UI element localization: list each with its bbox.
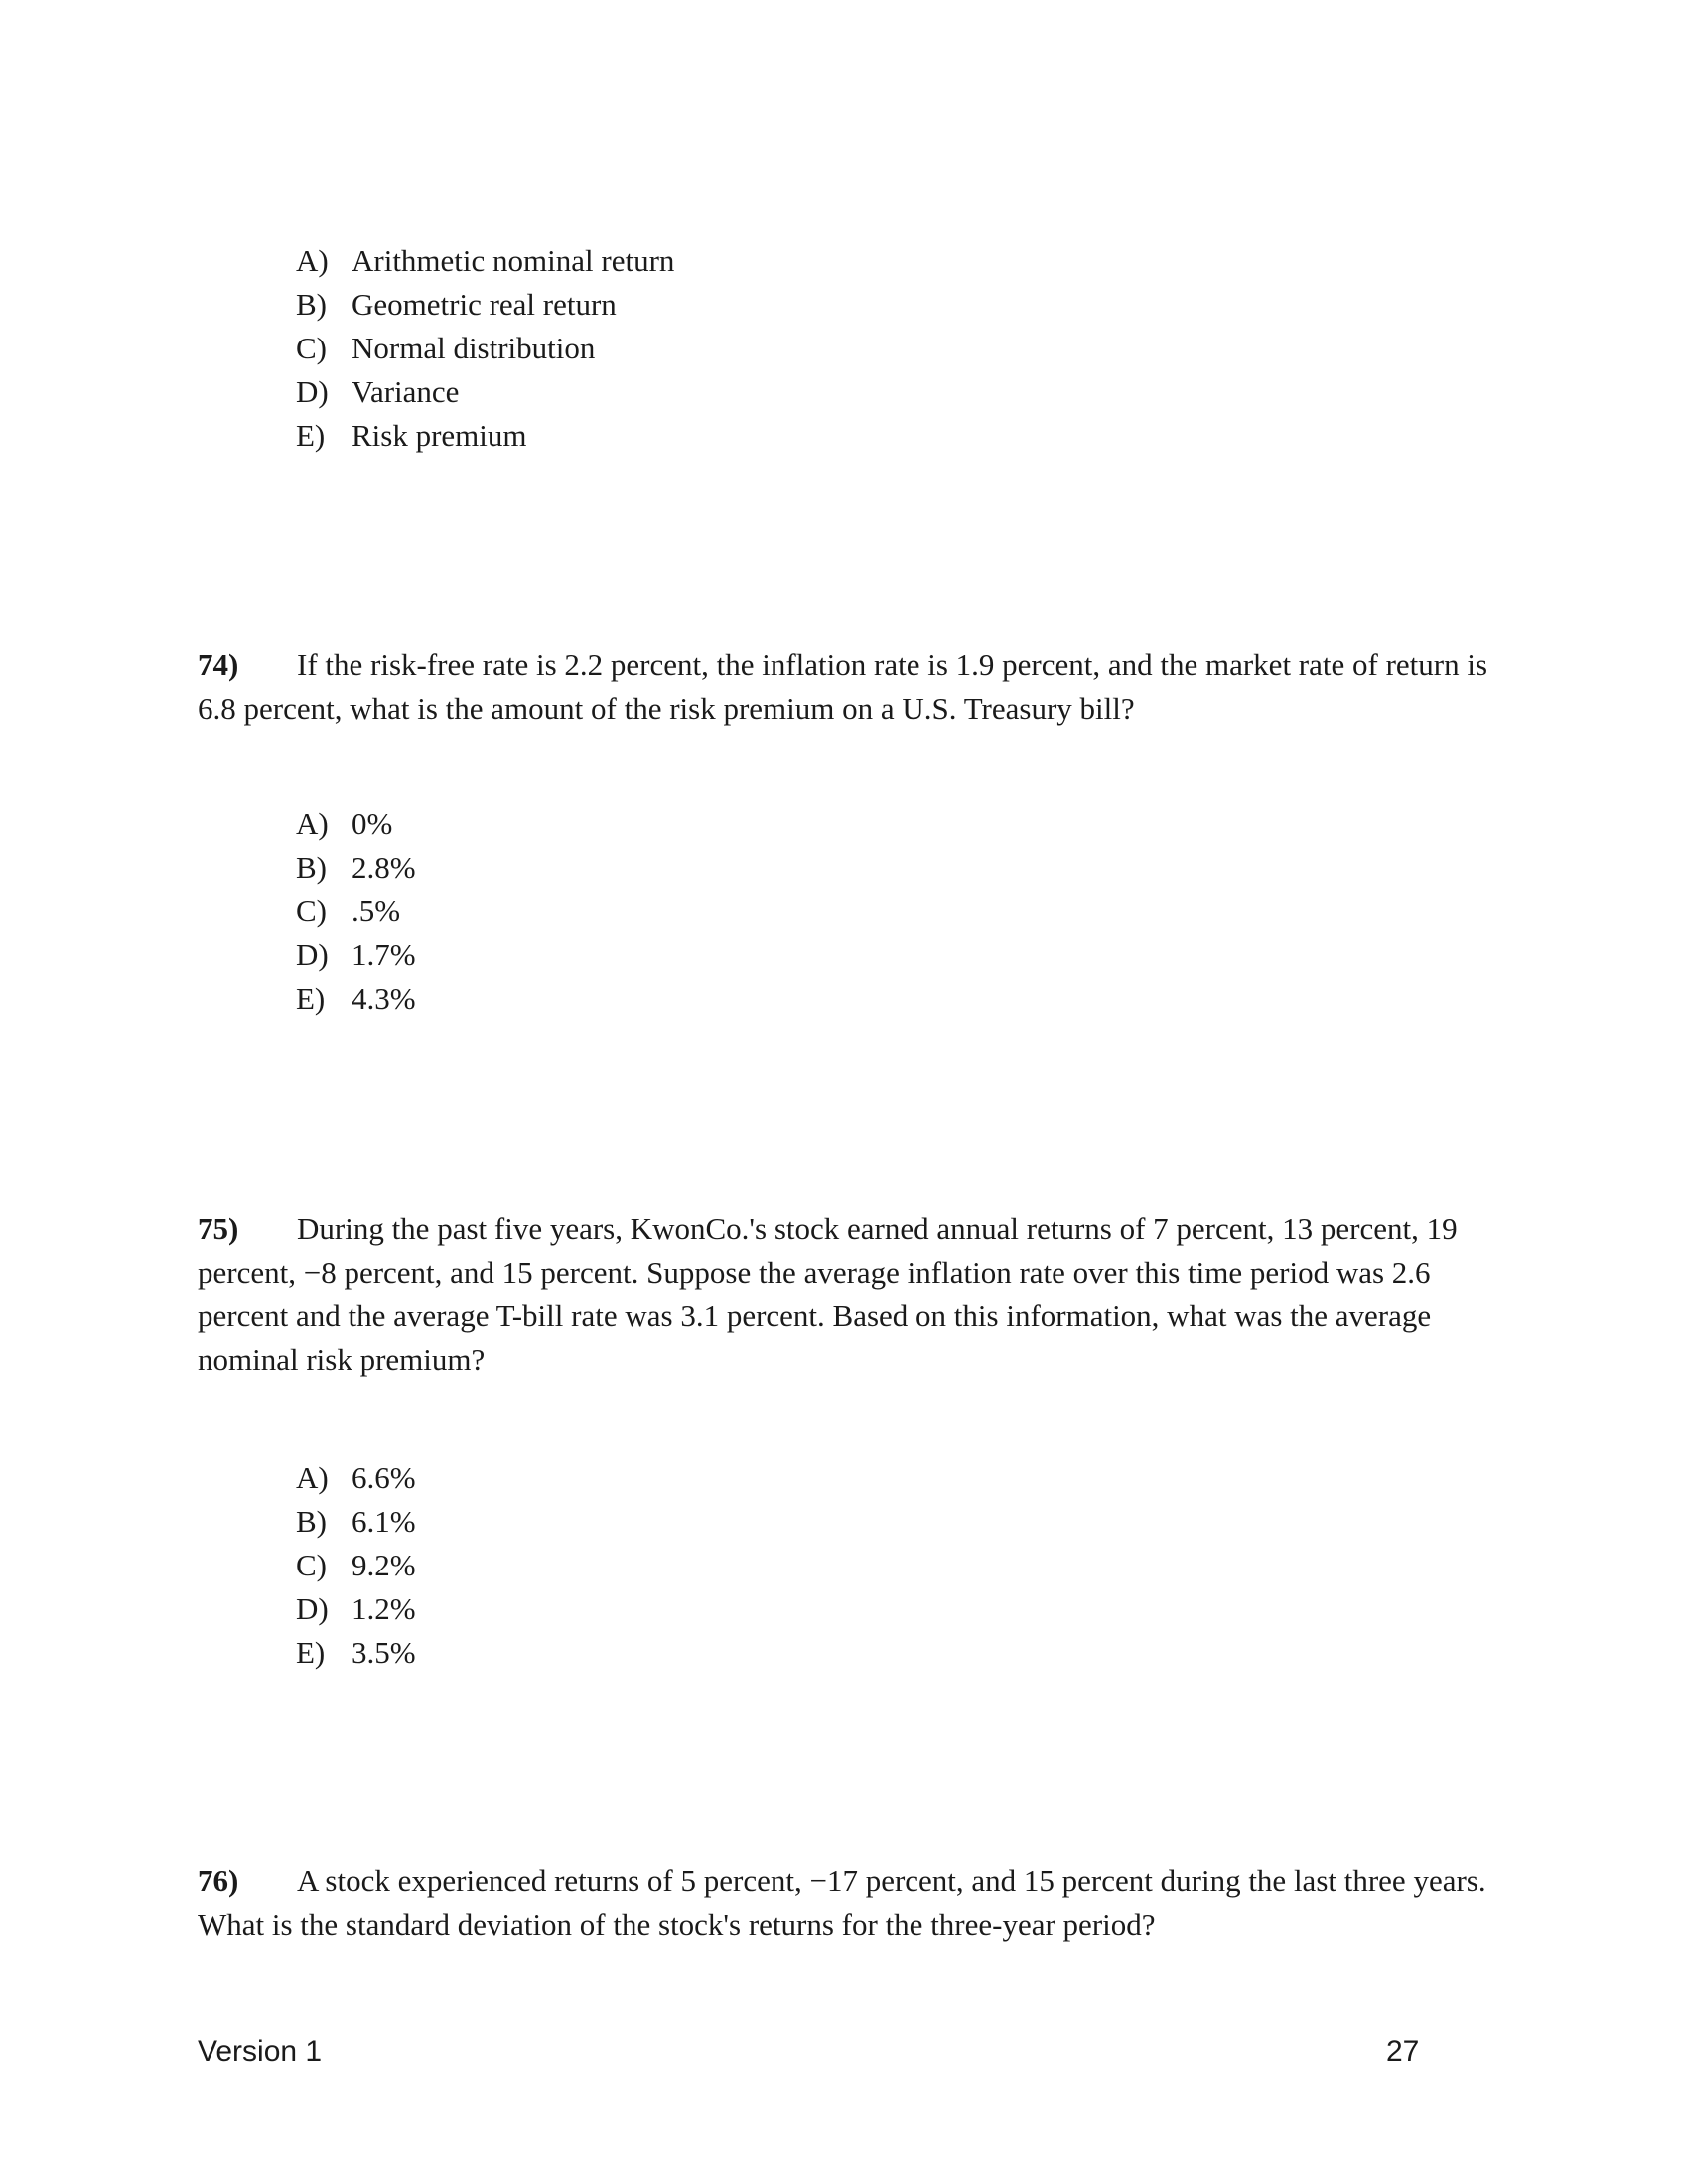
question-75 [198, 1207, 1508, 1382]
q73-choice-e: E) Risk premium [296, 418, 527, 453]
q74-choice-a: A) 0% [296, 806, 393, 841]
footer-page-number: 27 [1386, 2035, 1420, 2068]
question-number: 75) [198, 1211, 239, 1246]
question-number: 74) [198, 647, 239, 682]
q73-choice-c: C) Normal distribution [296, 331, 596, 365]
question-text: If the risk-free rate is 2.2 percent, the inflation rate is 1.9 percent, and the market rate of return is 6.8 percent, what is the amount of the risk premium on a U.S. Treasury bill? [198, 647, 1488, 726]
q75-choices [296, 1456, 416, 1675]
q73-choices [296, 239, 674, 458]
q75-choice-e: E) 3.5% [296, 1635, 416, 1670]
q74-choice-e: E) 4.3% [296, 981, 416, 1016]
q74-choice-c: C) .5% [296, 893, 401, 928]
question-number: 76) [198, 1863, 239, 1898]
q74-choice-b: B) 2.8% [296, 850, 416, 885]
q73-choice-b: B) Geometric real return [296, 287, 617, 322]
question-text: A stock experienced returns of 5 percent, −17 percent, and 15 percent during the last three years. What is the standard deviation of the stock's returns for the three-year period? [198, 1863, 1486, 1942]
q74-choice-d: D) 1.7% [296, 937, 416, 972]
q73-choice-d: D) Variance [296, 374, 460, 409]
q75-choice-a: A) 6.6% [296, 1460, 416, 1495]
q74-choices [296, 802, 416, 1021]
q75-choice-d: D) 1.2% [296, 1591, 416, 1626]
q75-choice-b: B) 6.1% [296, 1504, 416, 1539]
q75-choice-c: C) 9.2% [296, 1548, 416, 1582]
q73-choice-a: A) Arithmetic nominal return [296, 243, 675, 278]
question-76 [198, 1859, 1508, 1947]
footer-version: Version 1 [198, 2035, 323, 2068]
question-74 [198, 643, 1508, 731]
question-text: During the past five years, KwonCo.'s stock earned annual returns of 7 percent, 13 percent, 19 percent, −8 percent, and 15 percent. Suppose the average inflation rate over this time period was 2.6 percent and the average T-bill rate was 3.1 percent. Based on this information, what was the average nominal risk premium? [198, 1211, 1458, 1377]
